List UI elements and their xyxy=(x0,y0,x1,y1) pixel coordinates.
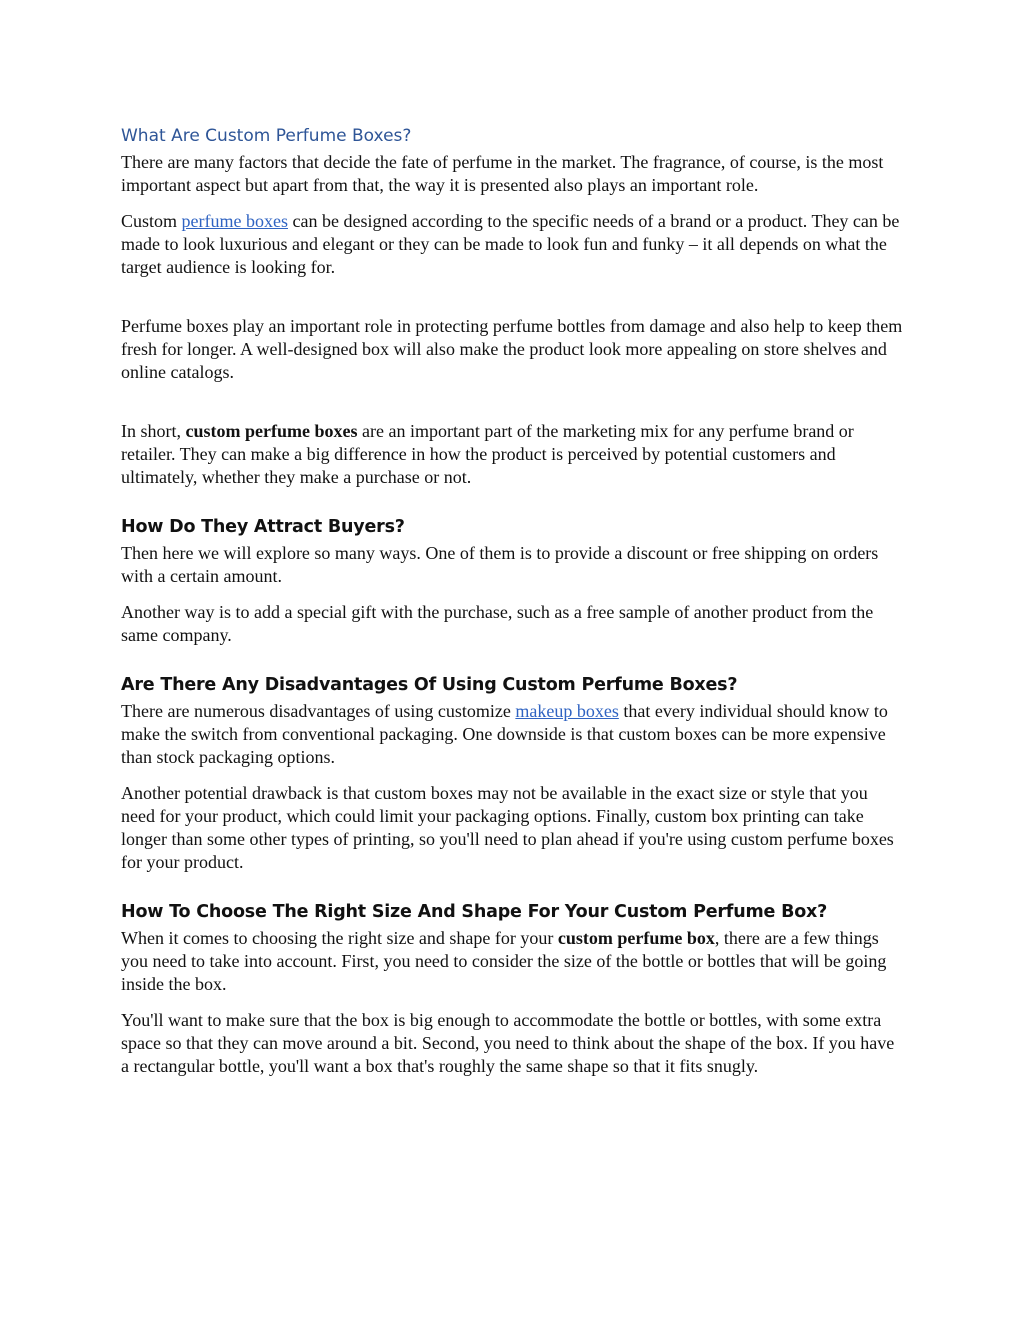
heading-how-do-they-attract-buyers: How Do They Attract Buyers? xyxy=(121,517,405,537)
text-run: In short, xyxy=(121,421,186,441)
text-run: Custom xyxy=(121,211,182,231)
paragraph: Another way is to add a special gift with the purchase, such as a free sample of another product from the same company. xyxy=(121,602,874,645)
heading-what-are-custom-perfume-boxes: What Are Custom Perfume Boxes? xyxy=(121,126,412,146)
perfume-boxes-link[interactable]: perfume boxes xyxy=(181,211,288,231)
text-run: that every individual should know to make the switch from conventional packaging. One downside is that custom boxes can be more expensive than stock packaging options. xyxy=(121,701,888,767)
paragraph xyxy=(121,700,906,769)
text-run: , there are a few things you need to take into account. First, you need to consider the size of the bottle or bottles that will be going inside the box. xyxy=(121,928,887,994)
text-run: are an important part of the marketing mix for any perfume brand or retailer. They can make a big difference in how the product is perceived by potential customers and ultimately, whether they make a purchase or not. xyxy=(121,421,854,487)
document-page xyxy=(121,118,906,1078)
paragraph xyxy=(121,420,906,489)
heading-choose-right-size-and-shape: How To Choose The Right Size And Shape For Your Custom Perfume Box? xyxy=(121,902,828,922)
makeup-boxes-link[interactable]: makeup boxes xyxy=(515,701,619,721)
paragraph: Then here we will explore so many ways. One of them is to provide a discount or free shipping on orders with a certain amount. xyxy=(121,543,879,586)
paragraph xyxy=(121,210,906,279)
text-run: can be designed according to the specific needs of a brand or a product. They can be made to look luxurious and elegant or they can be made to look fun and funky – it all depends on what the target audience is looking for. xyxy=(121,211,900,277)
paragraph: There are many factors that decide the fate of perfume in the market. The fragrance, of course, is the most important aspect but apart from that, the way it is presented also plays an important role. xyxy=(121,152,884,195)
heading-disadvantages: Are There Any Disadvantages Of Using Custom Perfume Boxes? xyxy=(121,675,738,695)
bold-text: custom perfume box xyxy=(557,928,715,948)
text-run: When it comes to choosing the right size and shape for your xyxy=(121,928,558,948)
bold-text: custom perfume boxes xyxy=(185,421,358,441)
paragraph xyxy=(121,927,906,996)
text-run: There are numerous disadvantages of using customize xyxy=(121,701,516,721)
paragraph: Another potential drawback is that custom boxes may not be available in the exact size or style that you need for your product, which could limit your packaging options. Finally, custom box printing can take longer than some other types of printing, so you'll need to plan ahead if you're using custom perfume boxes for your product. xyxy=(121,783,894,872)
paragraph: Perfume boxes play an important role in protecting perfume bottles from damage and also help to keep them fresh for longer. A well-designed box will also make the product look more appealing on store shelves and online catalogs. xyxy=(121,316,903,382)
paragraph: You'll want to make sure that the box is big enough to accommodate the bottle or bottles, with some extra space so that they can move around a bit. Second, you need to think about the shape of the box. If you have a rectangular bottle, you'll want a box that's roughly the same shape so that it fits snugly. xyxy=(121,1010,895,1076)
